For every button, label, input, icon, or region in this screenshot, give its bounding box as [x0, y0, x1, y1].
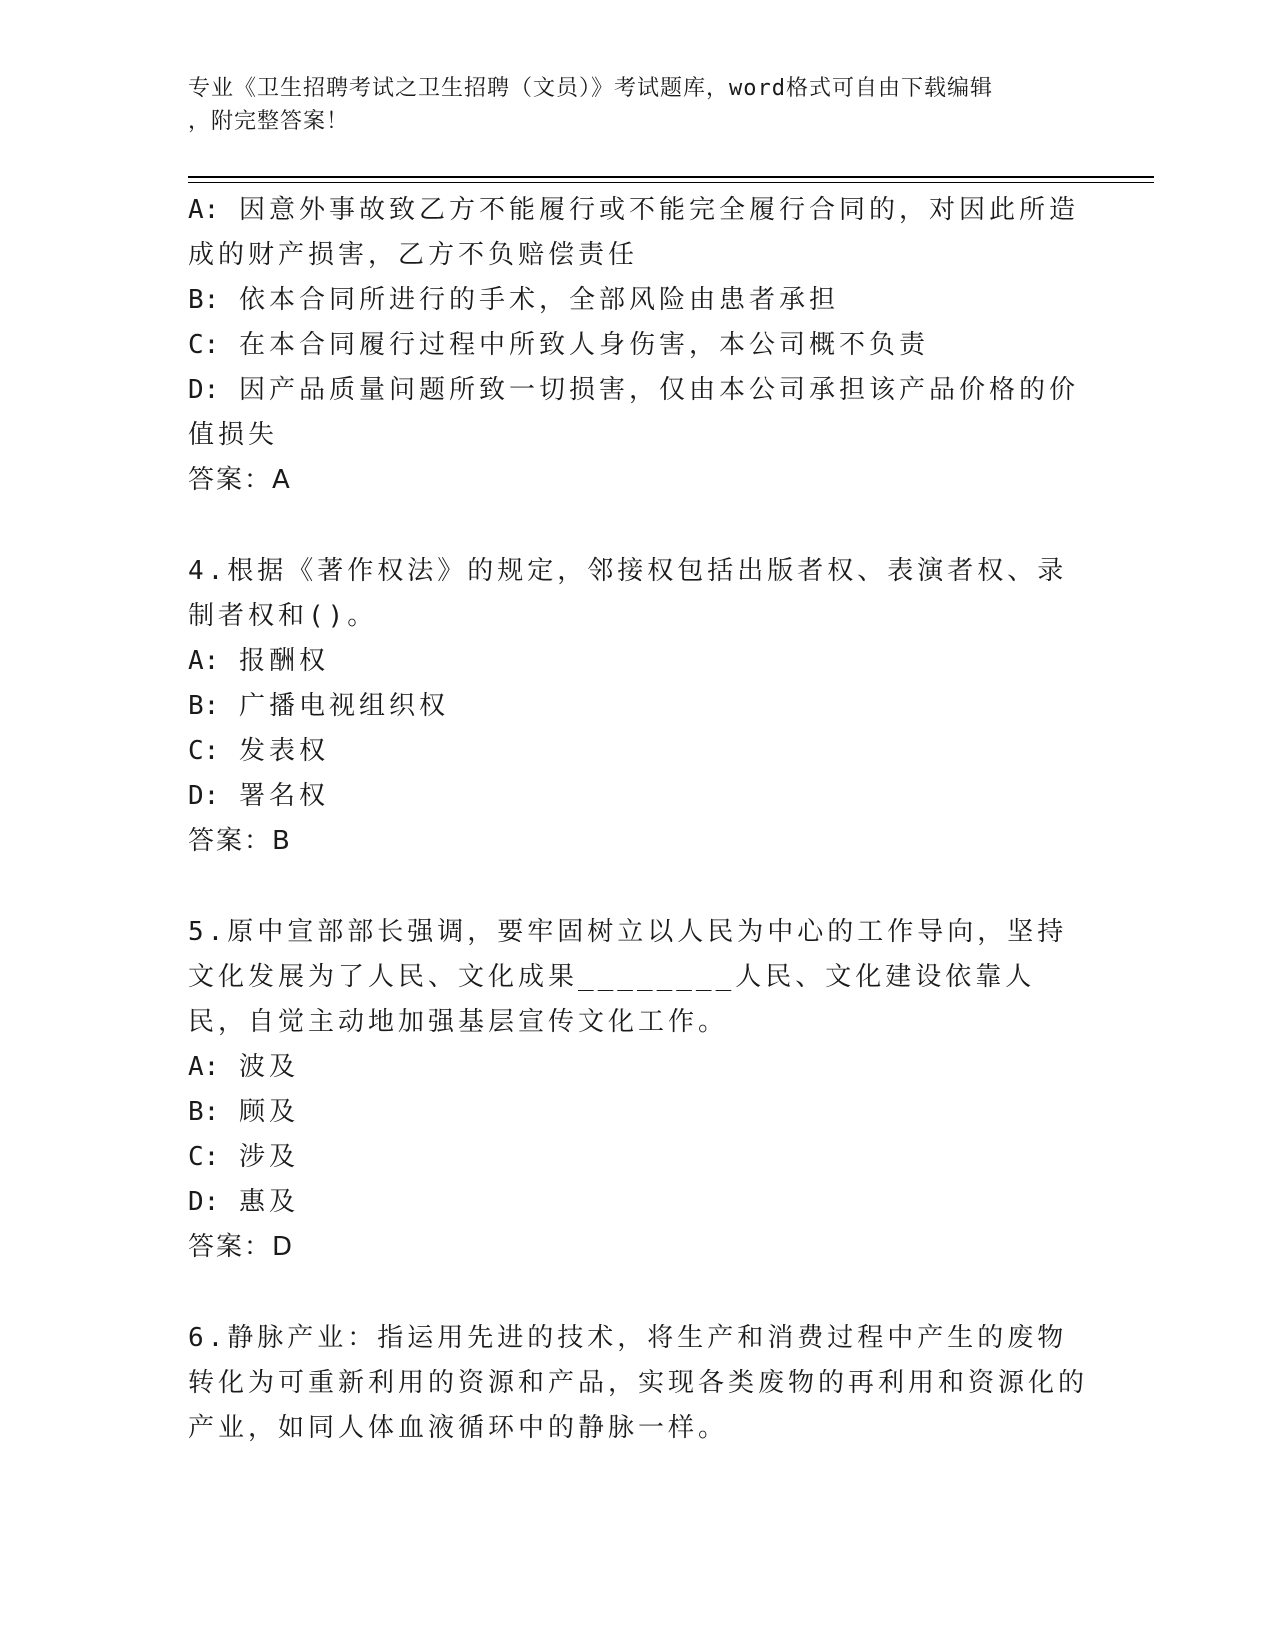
answer-line: [188, 458, 1088, 503]
header-divider-thin: [188, 182, 1154, 183]
option-letter: A:: [188, 646, 220, 676]
option-b: [188, 278, 1088, 323]
option-text: 署名权: [238, 781, 329, 811]
question-stem: 5.原中宣部部长强调，要牢固树立以人民为中心的工作导向，坚持文化发展为了人民、文化成果________人民、文化建设依靠人民，自觉主动地加强基层宣传文化工作。: [188, 917, 1068, 1037]
answer-label: 答案：: [188, 1232, 273, 1262]
header-line-2: ，附完整答案！: [188, 109, 350, 134]
option-letter: D:: [188, 1187, 220, 1217]
option-text: 波及: [238, 1052, 299, 1082]
option-a: [188, 639, 1088, 684]
option-text: 发表权: [238, 736, 329, 766]
answer-label: 答案：: [188, 465, 273, 495]
option-text: 因意外事故致乙方不能履行或不能完全履行合同的，对因此所造成的财产损害，乙方不负赔偿责任: [188, 195, 1079, 270]
question-stem: 4.根据《著作权法》的规定，邻接权包括出版者权、表演者权、录制者权和()。: [188, 556, 1068, 631]
answer-label: 答案：: [188, 826, 273, 856]
option-letter: B:: [188, 691, 220, 721]
option-text: 在本合同履行过程中所致人身伤害，本公司概不负责: [238, 330, 929, 360]
option-letter: C:: [188, 330, 220, 360]
option-a: [188, 1045, 1088, 1090]
option-a: [188, 188, 1088, 278]
question-3: [188, 188, 1088, 503]
option-b: [188, 1090, 1088, 1135]
option-c: [188, 323, 1088, 368]
option-d: [188, 1180, 1088, 1225]
option-text: 依本合同所进行的手术，全部风险由患者承担: [238, 285, 839, 315]
option-letter: A:: [188, 1052, 220, 1082]
option-text: 顾及: [238, 1097, 299, 1127]
option-d: [188, 774, 1088, 819]
answer-line: [188, 1225, 1088, 1270]
option-text: 惠及: [238, 1187, 299, 1217]
option-text: 报酬权: [238, 646, 329, 676]
answer-value: A: [272, 465, 290, 495]
header-divider-thick: [188, 176, 1154, 178]
option-letter: B:: [188, 1097, 220, 1127]
answer-value: B: [272, 826, 290, 856]
question-6: [188, 1316, 1088, 1451]
option-text: 广播电视组织权: [238, 691, 449, 721]
option-letter: A:: [188, 195, 220, 225]
question-5: [188, 910, 1088, 1270]
option-d: [188, 368, 1088, 458]
option-c: [188, 1135, 1088, 1180]
option-letter: C:: [188, 1142, 220, 1172]
question-content: [188, 188, 1088, 1451]
header-line-1: 专业《卫生招聘考试之卫生招聘（文员）》考试题库，word格式可自由下载编辑: [188, 76, 993, 101]
option-letter: D:: [188, 781, 220, 811]
option-letter: B:: [188, 285, 220, 315]
option-letter: C:: [188, 736, 220, 766]
answer-line: [188, 819, 1088, 864]
document-header: [188, 72, 1088, 138]
option-b: [188, 684, 1088, 729]
option-letter: D:: [188, 375, 220, 405]
option-text: 因产品质量问题所致一切损害，仅由本公司承担该产品价格的价值损失: [188, 375, 1079, 450]
option-c: [188, 729, 1088, 774]
question-stem: 6.静脉产业：指运用先进的技术，将生产和消费过程中产生的废物转化为可重新利用的资源和产品，实现各类废物的再利用和资源化的产业，如同人体血液循环中的静脉一样。: [188, 1323, 1089, 1443]
answer-value: D: [272, 1232, 293, 1262]
option-text: 涉及: [238, 1142, 299, 1172]
question-4: [188, 549, 1088, 864]
